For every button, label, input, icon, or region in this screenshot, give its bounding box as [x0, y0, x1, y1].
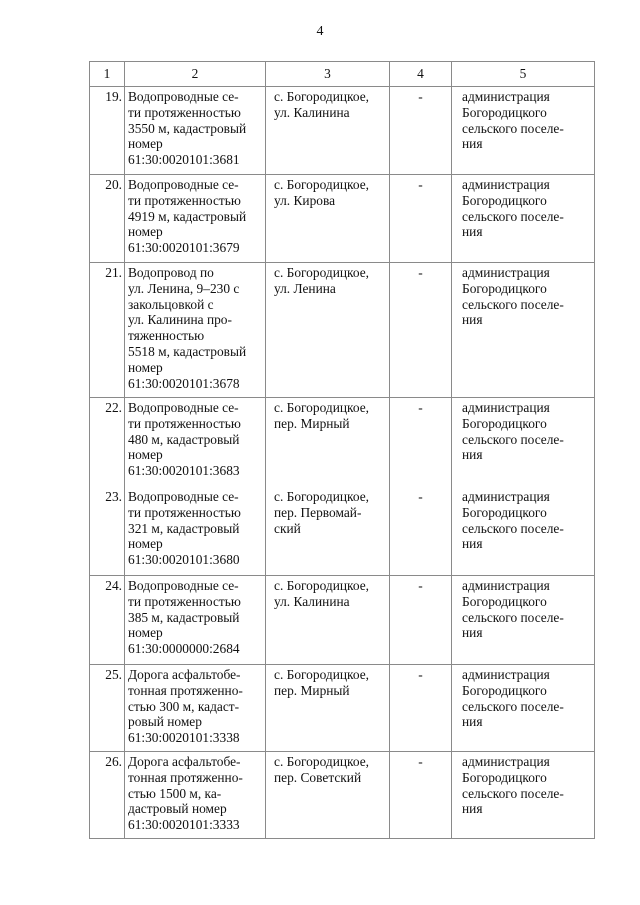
table-row: [90, 576, 595, 665]
column-4-value: -: [390, 752, 452, 839]
column-4-value: -: [390, 665, 452, 752]
object-address: с. Богородицкое, ул. Калинина: [266, 87, 390, 175]
column-4-value: -: [390, 487, 452, 576]
table-header-row: [90, 62, 595, 87]
object-address: с. Богородицкое, пер. Советский: [266, 752, 390, 839]
column-header-2: 2: [125, 62, 266, 87]
owner: администрация Богородицкого сельского поселе- ния: [452, 665, 595, 752]
object-name: Дорога асфальтобе- тонная протяженно- стью 300 м, кадаст- ровый номер 61:30:0020101:3338: [125, 665, 266, 752]
column-4-value: -: [390, 576, 452, 665]
object-name: Водопроводные се- ти протяженностью 385 м, кадастровый номер 61:30:0000000:2684: [125, 576, 266, 665]
object-address: с. Богородицкое, ул. Кирова: [266, 175, 390, 263]
table-row: [90, 175, 595, 263]
object-name: Водопроводные се- ти протяженностью 480 м, кадастровый номер 61:30:0020101:3683: [125, 398, 266, 487]
row-number: 22.: [90, 398, 125, 487]
row-number: 24.: [90, 576, 125, 665]
table-row: [90, 398, 595, 487]
row-number: 23.: [90, 487, 125, 576]
table-row: [90, 665, 595, 752]
object-name: Водопровод по ул. Ленина, 9–230 с закольцовкой с ул. Калинина про- тяженностью 5518 м, кадастровый номер 61:30:0020101:3678: [125, 263, 266, 398]
row-number: 21.: [90, 263, 125, 398]
column-4-value: -: [390, 87, 452, 175]
table-row: [90, 263, 595, 398]
column-4-value: -: [390, 263, 452, 398]
row-number: 25.: [90, 665, 125, 752]
column-4-value: -: [390, 398, 452, 487]
column-4-value: -: [390, 175, 452, 263]
column-header-3: 3: [266, 62, 390, 87]
row-number: 20.: [90, 175, 125, 263]
table-row: [90, 752, 595, 839]
object-address: с. Богородицкое, пер. Мирный: [266, 398, 390, 487]
owner: администрация Богородицкого сельского поселе- ния: [452, 263, 595, 398]
table-row: [90, 87, 595, 175]
object-name: Водопроводные се- ти протяженностью 3550 м, кадастровый номер 61:30:0020101:3681: [125, 87, 266, 175]
object-address: с. Богородицкое, ул. Калинина: [266, 576, 390, 665]
object-address: с. Богородицкое, пер. Мирный: [266, 665, 390, 752]
page-number: 4: [316, 24, 324, 39]
owner: администрация Богородицкого сельского поселе- ния: [452, 576, 595, 665]
column-header-4: 4: [390, 62, 452, 87]
object-name: Водопроводные се- ти протяженностью 4919 м, кадастровый номер 61:30:0020101:3679: [125, 175, 266, 263]
column-header-1: 1: [90, 62, 125, 87]
object-name: Дорога асфальтобе- тонная протяженно- стью 1500 м, ка- дастровый номер 61:30:0020101:3333: [125, 752, 266, 839]
property-registry-table: [89, 61, 595, 839]
owner: администрация Богородицкого сельского поселе- ния: [452, 398, 595, 487]
object-address: с. Богородицкое, пер. Первомай- ский: [266, 487, 390, 576]
column-header-5: 5: [452, 62, 595, 87]
object-name: Водопроводные се- ти протяженностью 321 м, кадастровый номер 61:30:0020101:3680: [125, 487, 266, 576]
row-number: 26.: [90, 752, 125, 839]
owner: администрация Богородицкого сельского поселе- ния: [452, 487, 595, 576]
object-address: с. Богородицкое, ул. Ленина: [266, 263, 390, 398]
owner: администрация Богородицкого сельского поселе- ния: [452, 87, 595, 175]
owner: администрация Богородицкого сельского поселе- ния: [452, 752, 595, 839]
owner: администрация Богородицкого сельского поселе- ния: [452, 175, 595, 263]
row-number: 19.: [90, 87, 125, 175]
table-row: [90, 487, 595, 576]
